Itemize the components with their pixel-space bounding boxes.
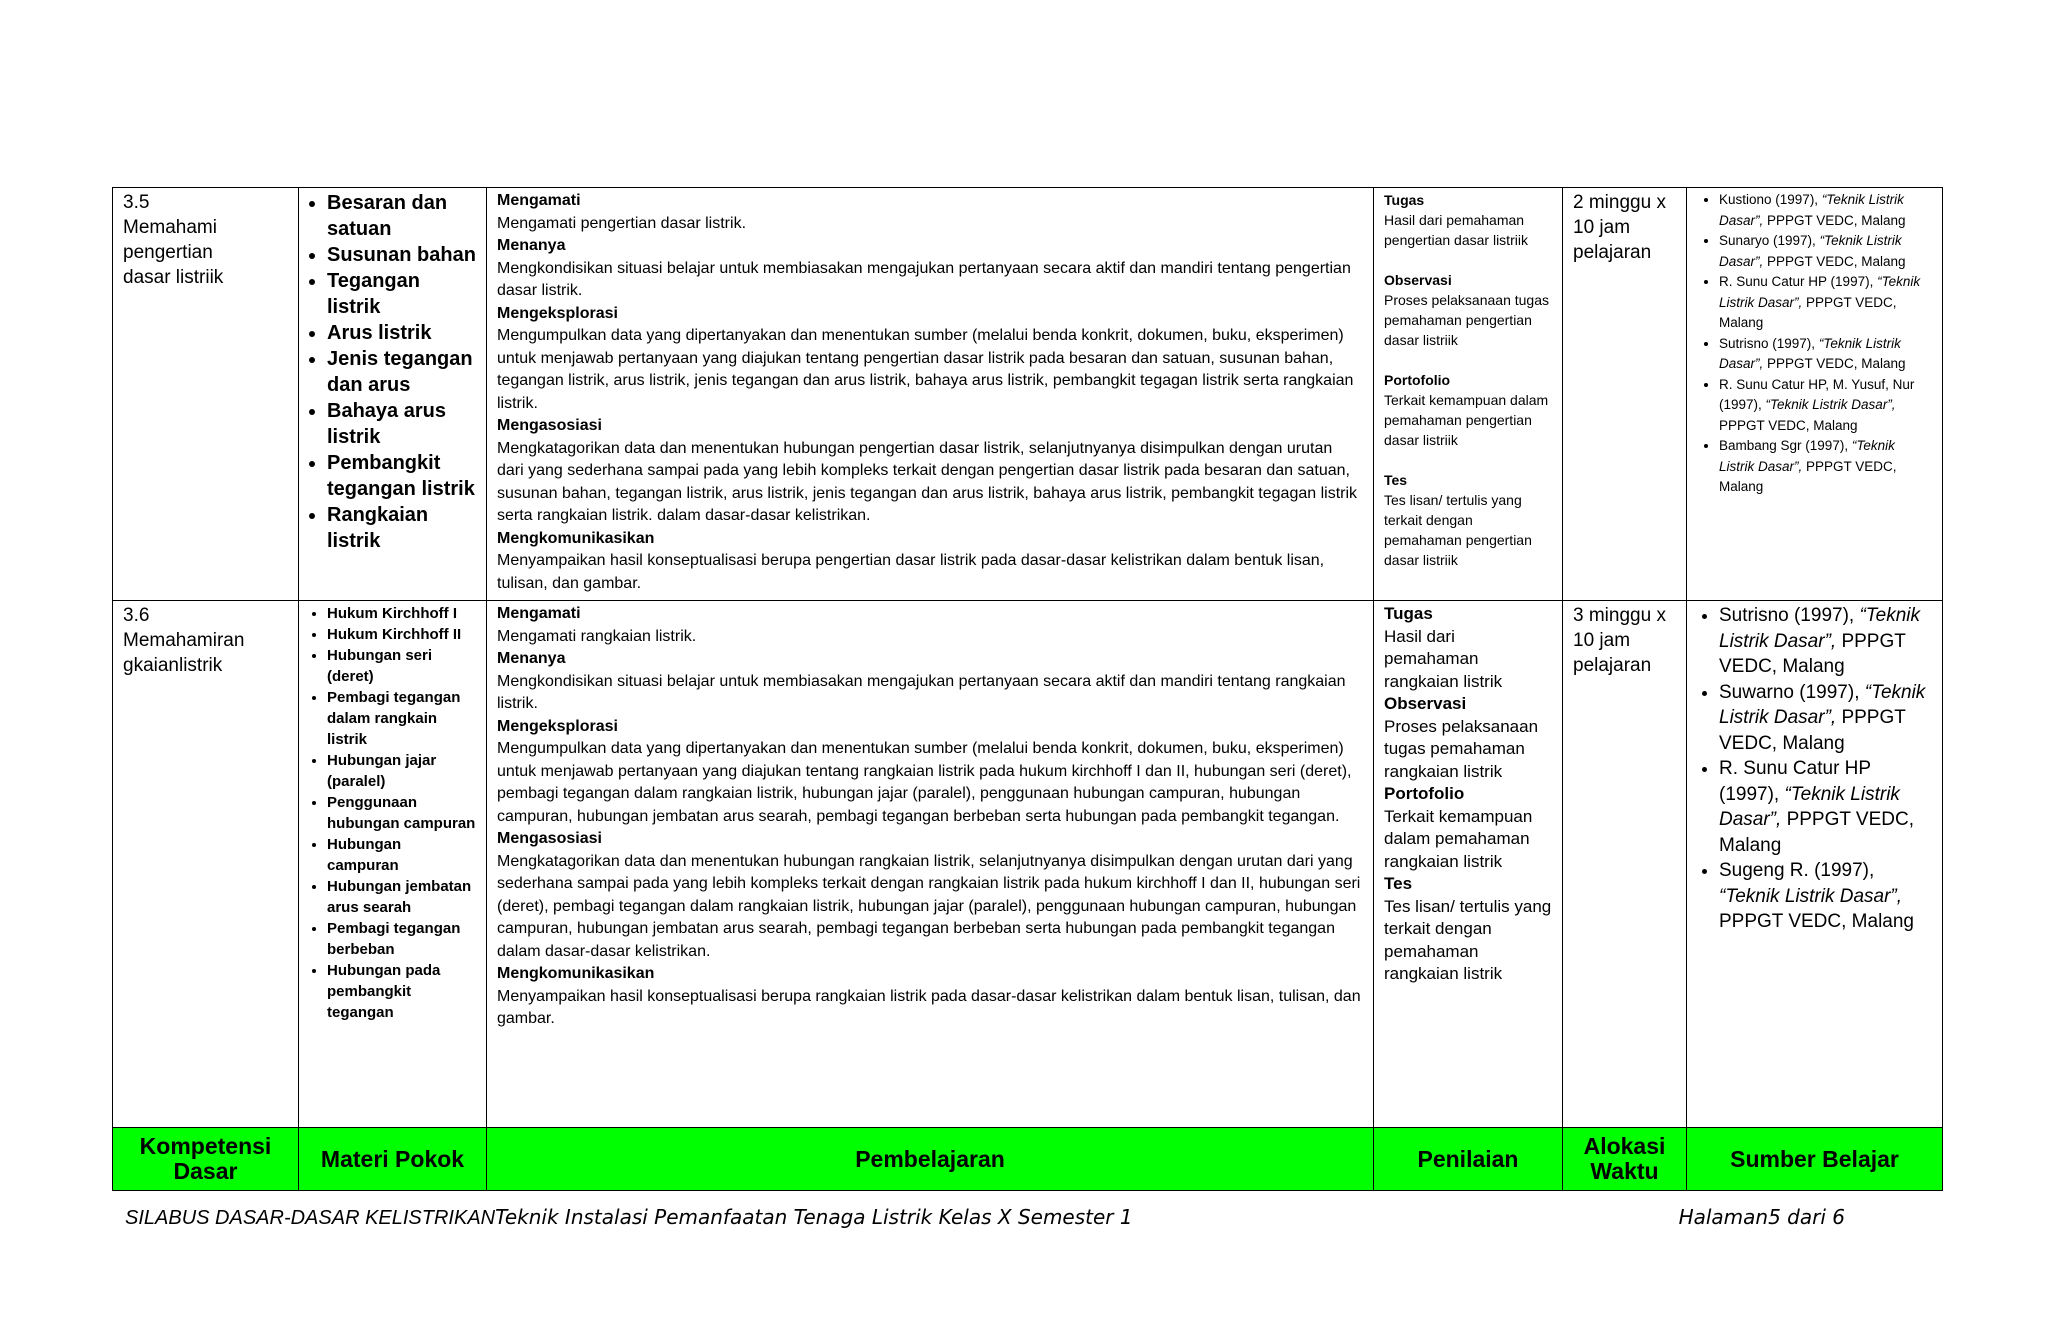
list-item: • Sutrisno (1997), “Teknik Listrik Dasar”, PPPGT VEDC, Malang: [1719, 603, 1932, 680]
assessment-text: Tes lisan/ tertulis yang terkait dengan pemahaman pengertian dasar listriik: [1384, 492, 1532, 568]
list-item: • Jenis tegangan dan arus: [327, 346, 476, 398]
list-item: • Penggunaan hubungan campuran: [327, 792, 476, 834]
activity-text: Menyampaikan hasil konseptualisasi berupa rangkaian listrik pada dasar-dasar kelistrikan dalam bentuk lisan, tulisan, dan gambar.: [497, 987, 1361, 1027]
header-kompetensi-dasar: Kompetensi Dasar: [113, 1128, 299, 1191]
assessment-heading: Tugas: [1384, 192, 1425, 208]
list-item: • Rangkaian listrik: [327, 502, 476, 554]
list-item: • Hubungan pada pembangkit tegangan: [327, 960, 476, 1023]
assessment-text: Proses pelaksanaan tugas pemahaman rangkaian listrik: [1384, 716, 1539, 781]
list-item: • Hubungan seri (deret): [327, 645, 476, 687]
list-item: • R. Sunu Catur HP (1997), “Teknik Listrik Dasar”, PPPGT VEDC, Malang: [1719, 756, 1932, 858]
activity-heading: Menanya: [497, 237, 566, 254]
kd-text: Memahamirangkaianlistrik: [123, 630, 245, 676]
activity-text: Mengumpulkan data yang dipertanyakan dan menentukan sumber (melalui benda konkrit, dokumen, buku, eksperimen) untuk menjawab pertanyaan yang diajukan tentang pengertian dasar listrik pada besaran dan satuan, susunan bahan, tegangan listrik, arus listrik, jenis tegangan dan arus listrik, bahaya arus listrik, pembangkit tegagan listrik serta rangkaian listrik.: [497, 327, 1354, 412]
list-item: • Kustiono (1997), “Teknik Listrik Dasar”, PPPGT VEDC, Malang: [1719, 190, 1932, 231]
assessment-text: Terkait kemampuan dalam pemahaman rangkaian listrik: [1384, 806, 1533, 871]
list-item: • Sugeng R. (1997), “Teknik Listrik Dasar”, PPPGT VEDC, Malang: [1719, 858, 1932, 935]
list-item: • Bambang Sgr (1997), “Teknik Listrik Dasar”, PPPGT VEDC, Malang: [1719, 436, 1932, 498]
sumber-list: [1697, 603, 1932, 935]
activity-heading: Mengamati: [497, 605, 581, 622]
kd-number: 3.6: [123, 605, 150, 626]
header-pembelajaran: Pembelajaran: [487, 1128, 1374, 1191]
list-item: • Arus listrik: [327, 320, 476, 346]
activity-heading: Mengeksplorasi: [497, 717, 618, 735]
assessment-heading: Tugas: [1384, 604, 1433, 623]
footer-title: SILABUS DASAR-DASAR KELISTRIKANTeknik Instalasi Pemanfaatan Tenaga Listrik Kelas X Semester 1: [125, 1205, 1133, 1229]
list-item: • R. Sunu Catur HP, M. Yusuf, Nur (1997), “Teknik Listrik Dasar”, PPPGT VEDC, Malang: [1719, 375, 1932, 437]
penilaian-cell: [1374, 188, 1563, 601]
activity-heading: Mengamati: [497, 192, 581, 209]
activity-heading: Menanya: [497, 650, 566, 667]
list-item: • Hubungan campuran: [327, 834, 476, 876]
header-sumber-belajar: Sumber Belajar: [1687, 1128, 1943, 1191]
header-materi-pokok: Materi Pokok: [299, 1128, 487, 1191]
list-item: • Susunan bahan: [327, 242, 476, 268]
penilaian-cell: [1374, 601, 1563, 1128]
activity-text: Mengkatagorikan data dan menentukan hubungan rangkaian listrik, selanjutnyanya disimpulkan dengan urutan dari yang sederhana sampai pada yang lebih kompleks terkait dengan rangkaian listrik pada hukum kirchhoff I dan II, hubungan seri (deret), pembagi tegangan dalam rangkaian listrik, hubungan jajar (paralel), penggunaan hubungan campuran, hubungan campuran, hubungan jembatan arus searah, pembagi tegangan berbeban serta hubungan pada pembangkit tegangan dalam dasar-dasar kelistrikan.: [497, 852, 1361, 960]
assessment-text: Tes lisan/ tertulis yang terkait dengan pemahaman rangkaian listrik: [1384, 896, 1552, 983]
alokasi-waktu-cell: 3 minggu x 10 jam pelajaran: [1563, 601, 1687, 1128]
kompetensi-dasar-cell: [113, 601, 299, 1128]
sumber-belajar-cell: [1687, 188, 1943, 601]
list-item: • Suwarno (1997), “Teknik Listrik Dasar”, PPPGT VEDC, Malang: [1719, 680, 1932, 757]
activity-text: Mengumpulkan data yang dipertanyakan dan menentukan sumber (melalui benda konkrit, dokumen, buku, eksperimen) untuk menjawab pertanyaan yang diajukan tentang rangkaian listrik pada hukum kirchhoff I dan II, hubungan seri (deret), pembagi tegangan dalam rangkaian listrik, hubungan jajar (paralel), penggunaan hubungan campuran, hubungan campuran, hubungan jembatan arus searah, pembagi tegangan berbeban serta hubungan pada pembangkit tegangan.: [497, 740, 1352, 825]
activity-heading: Mengkomunikasikan: [497, 965, 655, 982]
table-row-3-6: [113, 601, 1943, 1128]
sumber-belajar-cell: [1687, 601, 1943, 1128]
kd-text: Memahami pengertian dasar listriik: [123, 217, 224, 288]
activity-text: Mengamati rangkaian listrik.: [497, 627, 697, 645]
header-penilaian: Penilaian: [1374, 1128, 1563, 1191]
activity-text: Mengamati pengertian dasar listrik.: [497, 214, 747, 232]
assessment-text: Terkait kemampuan dalam pemahaman pengertian dasar listriik: [1384, 392, 1549, 448]
materi-list: [309, 190, 476, 554]
assessment-text: Hasil dari pemahaman rangkaian listrik: [1384, 626, 1503, 691]
assessment-heading: Tes: [1384, 472, 1408, 488]
assessment-heading: Portofolio: [1384, 784, 1465, 803]
alokasi-waktu-cell: 2 minggu x 10 jam pelajaran: [1563, 188, 1687, 601]
footer-page-number: Halaman5 dari 6: [1678, 1205, 1845, 1229]
list-item: • Sunaryo (1997), “Teknik Listrik Dasar”, PPPGT VEDC, Malang: [1719, 231, 1932, 272]
assessment-heading: Tes: [1384, 874, 1413, 893]
assessment-heading: Observasi: [1384, 272, 1452, 288]
assessment-text: Proses pelaksanaan tugas pemahaman pengertian dasar listriik: [1384, 292, 1549, 348]
assessment-text: Hasil dari pemahaman pengertian dasar listriik: [1384, 212, 1528, 248]
pembelajaran-cell: [487, 188, 1374, 601]
activity-heading: Mengasosiasi: [497, 417, 602, 434]
list-item: • Sutrisno (1997), “Teknik Listrik Dasar”, PPPGT VEDC, Malang: [1719, 334, 1932, 375]
table-row-3-5: [113, 188, 1943, 601]
list-item: • Pembagi tegangan dalam rangkain listrik: [327, 687, 476, 750]
materi-pokok-cell: [299, 601, 487, 1128]
materi-pokok-cell: [299, 188, 487, 601]
pembelajaran-cell: [487, 601, 1374, 1128]
table-header-row: [113, 1128, 1943, 1191]
list-item: • Pembangkit tegangan listrik: [327, 450, 476, 502]
header-alokasi-waktu: Alokasi Waktu: [1563, 1128, 1687, 1191]
kd-number: 3.5: [123, 192, 150, 213]
list-item: • Hukum Kirchhoff II: [327, 624, 476, 645]
sumber-list: [1697, 190, 1932, 498]
assessment-heading: Portofolio: [1384, 372, 1451, 388]
assessment-heading: Observasi: [1384, 694, 1467, 713]
activity-heading: Mengeksplorasi: [497, 304, 618, 322]
list-item: • Hubungan jembatan arus searah: [327, 876, 476, 918]
list-item: • Tegangan listrik: [327, 268, 476, 320]
materi-list: [309, 603, 476, 1023]
kompetensi-dasar-cell: [113, 188, 299, 601]
list-item: • Bahaya arus listrik: [327, 398, 476, 450]
activity-text: Mengkatagorikan data dan menentukan hubungan pengertian dasar listrik, selanjutnyanya disimpulkan dengan urutan dari yang sederhana sampai pada yang lebih kompleks terkait dengan pengertian dasar listrik pada besaran dan satuan, susunan bahan, tegangan listrik, arus listrik, jenis tegangan dan arus listrik, bahaya arus listrik, pembangkit tegagan listrik serta rangkaian listrik. dalam dasar-dasar kelistrikan.: [497, 439, 1358, 524]
list-item: • Hubungan jajar (paralel): [327, 750, 476, 792]
activity-text: Mengkondisikan situasi belajar untuk membiasakan mengajukan pertanyaan secara aktif dan mandiri tentang pengertian dasar listrik.: [497, 259, 1351, 299]
activity-text: Menyampaikan hasil konseptualisasi berupa pengertian dasar listrik pada dasar-dasar kelistrikan dalam bentuk lisan, tulisan, dan gambar.: [497, 552, 1325, 592]
list-item: • Pembagi tegangan berbeban: [327, 918, 476, 960]
activity-heading: Mengkomunikasikan: [497, 529, 655, 547]
activity-text: Mengkondisikan situasi belajar untuk membiasakan mengajukan pertanyaan secara aktif dan mandiri tentang rangkaian listrik.: [497, 672, 1346, 712]
syllabus-table: [112, 187, 1943, 1191]
list-item: • Hukum Kirchhoff I: [327, 603, 476, 624]
activity-heading: Mengasosiasi: [497, 830, 602, 847]
list-item: • Besaran dan satuan: [327, 190, 476, 242]
list-item: • R. Sunu Catur HP (1997), “Teknik Listrik Dasar”, PPPGT VEDC, Malang: [1719, 272, 1932, 334]
